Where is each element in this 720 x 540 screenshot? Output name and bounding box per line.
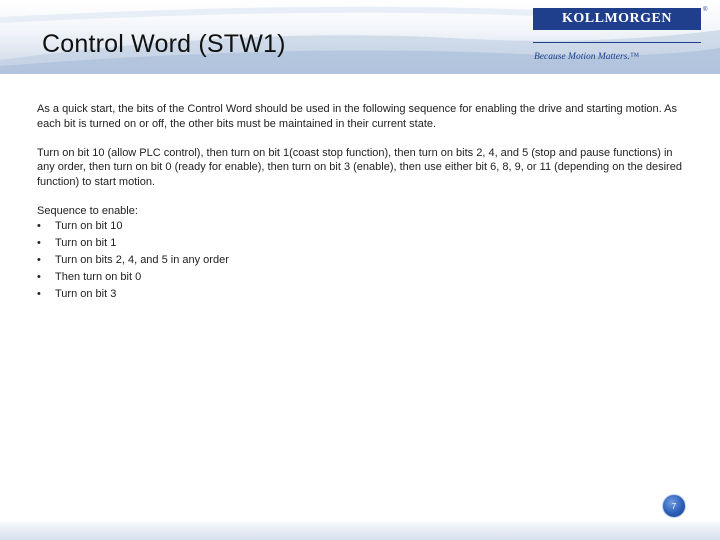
bullet-icon: • [37, 254, 41, 267]
kollmorgen-logo [533, 8, 701, 30]
list-item [37, 218, 687, 235]
logo-brand-text: KOLLMORGEN [561, 11, 672, 26]
bullet-icon: • [37, 271, 41, 284]
list-item-text: Turn on bit 10 [55, 220, 123, 233]
slide-footer-bar [0, 522, 720, 540]
list-item [37, 269, 687, 286]
trademark-icon: ® [703, 7, 708, 13]
slide-header [0, 0, 720, 74]
page-number-badge: 7 [662, 494, 686, 518]
slide-title: Control Word (STW1) [42, 30, 286, 58]
list-item [37, 235, 687, 252]
logo-tagline: Because Motion Matters.™ [534, 52, 640, 62]
sequence-heading: Sequence to enable: [37, 204, 138, 217]
bullet-icon: • [37, 237, 41, 250]
sequence-list [37, 218, 687, 303]
list-item-text: Turn on bit 1 [55, 237, 117, 250]
list-item-text: Then turn on bit 0 [55, 271, 142, 284]
slide-body [37, 102, 687, 303]
bullet-icon: • [37, 288, 41, 301]
list-item [37, 252, 687, 269]
list-item-text: Turn on bits 2, 4, and 5 in any order [55, 254, 229, 267]
sequence-description-paragraph: Turn on bit 10 (allow PLC control), then turn on bit 1(coast stop function), then turn on bits 2, 4, and 5 (stop and pause functions) in any order, then turn on bit 0 (ready for enable), then turn on bit 3 (enable), then use either bit 6, 8, 9, or 11 (depending on the desired function) to start motion. [37, 146, 682, 188]
list-item-text: Turn on bit 3 [55, 288, 117, 301]
logo-divider [533, 42, 701, 43]
intro-paragraph: As a quick start, the bits of the Control Word should be used in the following sequence for enabling the drive and starting motion. As each bit is turned on or off, the other bits must be maintained in their current state. [37, 103, 678, 130]
list-item [37, 286, 687, 303]
bullet-icon: • [37, 220, 41, 233]
